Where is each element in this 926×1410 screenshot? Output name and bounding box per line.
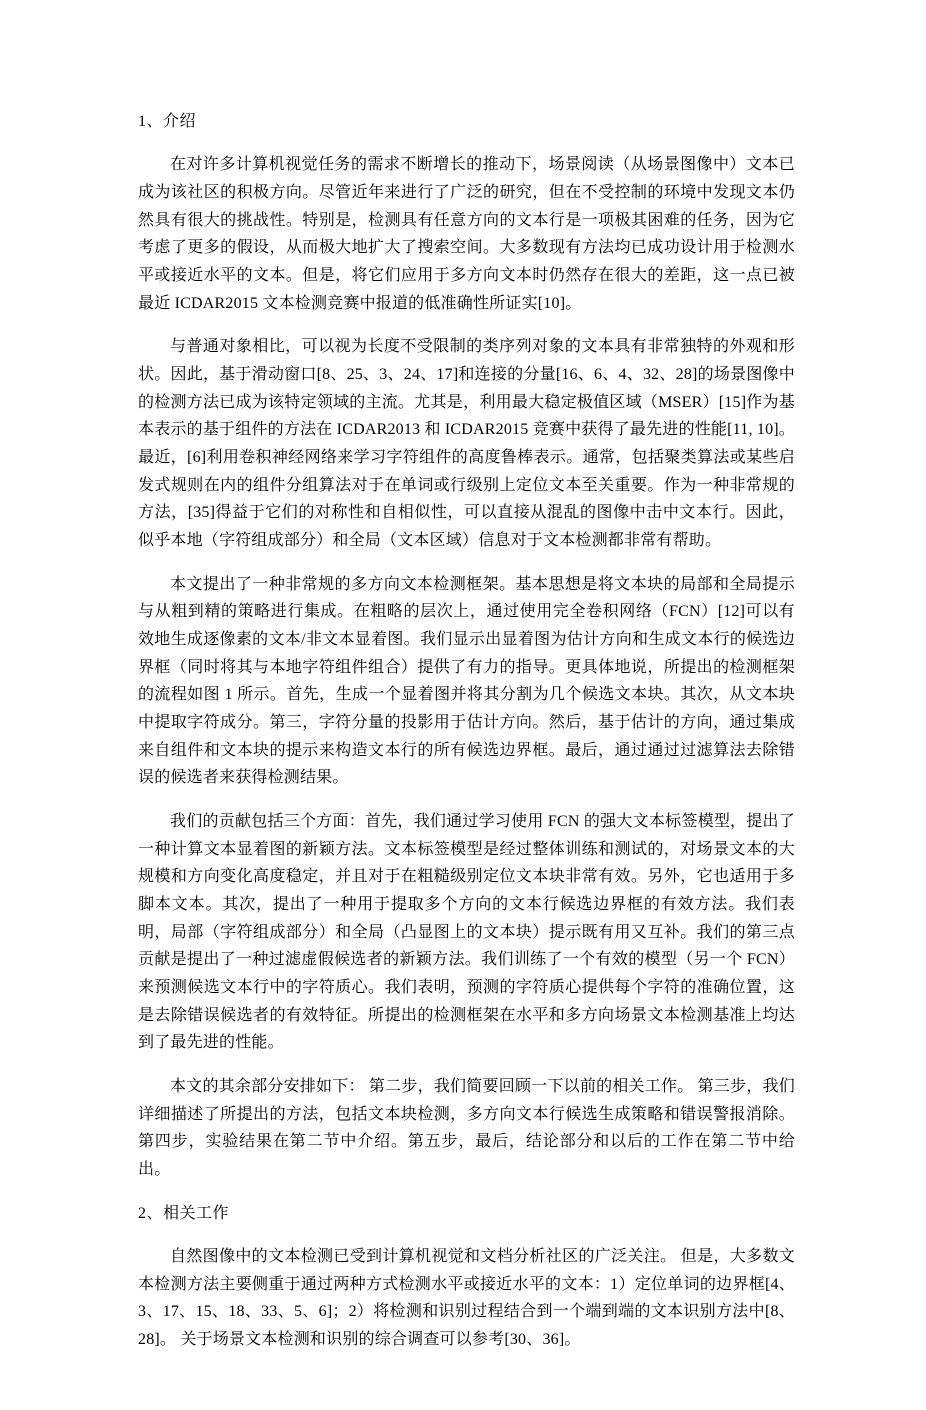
paragraph: 本文提出了一种非常规的多方向文本检测框架。基本思想是将文本块的局部和全局提示与从粗到精的策略进行集成。在粗略的层次上，通过使用完全卷积网络（FCN）[12]可以有效地生成逐像素的文本/非文本显着图。我们显示出显着图为估计方向和生成文本行的候选边界框（同时将其与本地字符组件组合）提供了有力的指导。更具体地说，所提出的检测框架的流程如图 1 所示。首先，生成一个显着图并将其分割为几个候选文本块。其次，从文本块中提取字符成分。第三，字符分量的投影用于估计方向。然后，基于估计的方向，通过集成来自组件和文本块的提示来构造文本行的所有候选边界框。最后，通过通过过滤算法去除错误的候选者来获得检测结果。 xyxy=(138,575,795,787)
paragraph: 与普通对象相比，可以视为长度不受限制的类序列对象的文本具有非常独特的外观和形状。因此，基于滑动窗口[8、25、3、24、17]和连接的分量[16、6、4、32、28]的场景图像中的检测方法已成为该特定领域的主流。尤其是，利用最大稳定极值区域（MSER）[15]作为基本表示的基于组件的方法在 ICDAR2013 和 ICDAR2015 竞赛中获得了最先进的性能[11, 10]。最近，[6]利用卷积神经网络来学习字符组件的高度鲁棒表示。通常，包括聚类算法或某些启发式规则在内的组件分组算法对于在单词或行级别上定位文本至关重要。作为一种非常规的方法，[35]得益于它们的对称性和自相似性，可以直接从混乱的图像中击中文本行。因此，似乎本地（字符组成部分）和全局（文本区域）信息对于文本检测都非常有帮助。 xyxy=(138,338,795,549)
paragraph: 在对许多计算机视觉任务的需求不断增长的推动下，场景阅读（从场景图像中）文本已成为该社区的积极方向。尽管近年来进行了广泛的研究，但在不受控制的环境中发现文本仍然具有很大的挑战性。特别是，检测具有任意方向的文本行是一项极其困难的任务，因为它考虑了更多的假设，从而极大地扩大了搜索空间。大多数现有方法均已成功设计用于检测水平或接近水平的文本。但是，将它们应用于多方向文本时仍然存在很大的差距，这一点已被最近 ICDAR2015 文本检测竞赛中报道的低准确性所证实[10]。 xyxy=(138,156,795,312)
paragraph: 本文的其余部分安排如下： 第二步，我们简要回顾一下以前的相关工作。 第三步，我们详细描述了所提出的方法，包括文本块检测，多方向文本行候选生成策略和错误警报消除。第四步，实验结果在第二节中介绍。第五步，最后，结论部分和以后的工作在第二节中给出。 xyxy=(138,1078,795,1179)
paragraph: 自然图像中的文本检测已受到计算机视觉和文档分析社区的广泛关注。 但是，大多数文本检测方法主要侧重于通过两种方式检测水平或接近水平的文本：1）定位单词的边界框[4、3、17、15、18、33、5、6]；2）将检测和识别过程结合到一个端到端的文本识别方法中[8、28]。 关于场景文本检测和识别的综合调查可以参考[30、36]。 xyxy=(138,1247,795,1348)
paragraph: 我们的贡献包括三个方面：首先，我们通过学习使用 FCN 的强大文本标签模型，提出了一种计算文本显着图的新颖方法。文本标签模型是经过整体训练和测试的，对场景文本的大规模和方向变化高度稳定，并且对于在粗糙级别定位文本块非常有效。另外，它也适用于多脚本文本。其次，提出了一种用于提取多个方向的文本行候选边界框的有效方法。我们表明，局部（字符组成部分）和全局（凸显图上的文本块）提示既有用又互补。我们的第三点贡献是提出了一种过滤虚假候选者的新颖方法。我们训练了一个有效的模型（另一个 FCN）来预测候选文本行中的字符质心。我们表明，预测的字符质心提供每个字符的准确位置，这是去除错误候选者的有效特征。所提出的检测框架在水平和多方向场景文本检测基准上均达到了最先进的性能。 xyxy=(138,812,795,1052)
section-heading-introduction: 1、介绍 xyxy=(138,113,197,130)
section-heading-related-work: 2、相关工作 xyxy=(138,1204,230,1222)
